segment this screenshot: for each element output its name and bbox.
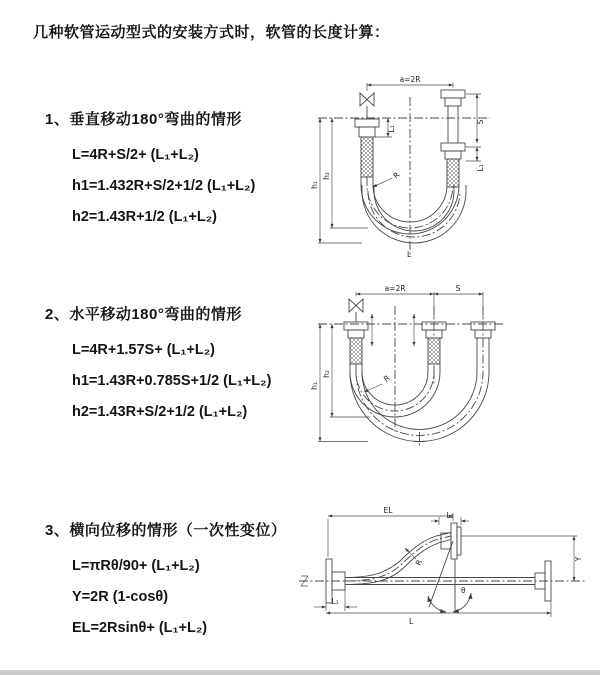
dim-label-h2: h₂ (322, 370, 331, 378)
dimension-l2 (431, 511, 469, 525)
dimension-s (434, 284, 483, 294)
dimension-l (326, 601, 551, 626)
formula: EL=2Rsinθ+ (L₁+L₂) (72, 620, 208, 636)
section-2-heading: 2、水平移动180°弯曲的情形 (45, 306, 242, 323)
hose-u-bend (350, 338, 489, 442)
formula: h1=1.43R+0.785S+1/2 (L₁+L₂) (72, 373, 272, 389)
dim-label-h1: h₁ (310, 382, 319, 390)
dim-label-radius: R (391, 170, 402, 181)
formula: h1=1.432R+S/2+1/2 (L₁+L₂) (72, 178, 256, 194)
formula: L=4R+1.57S+ (L₁+L₂) (72, 342, 215, 358)
dim-label-a2r: a=2R (399, 75, 421, 84)
section-1-heading: 1、垂直移动180°弯曲的情形 (45, 111, 242, 128)
dim-label-h2: h₂ (322, 172, 331, 180)
section-1-formulas (72, 140, 255, 233)
section-3-formulas (72, 551, 286, 644)
braided-hose-section (428, 338, 440, 364)
angle-construction (428, 541, 471, 612)
dim-label-radius: R (381, 373, 392, 384)
dimension-a2r (367, 75, 453, 91)
scan-edge-strip (0, 670, 600, 675)
section-2-formulas (72, 335, 271, 428)
formula: h2=1.43R+1/2 (L₁+L₂) (72, 209, 218, 225)
dim-label-l1: L₁ (331, 597, 339, 606)
section-3 (45, 519, 286, 644)
dim-label-l1: L₁ (387, 125, 396, 133)
braided-hose-section (350, 338, 362, 364)
dim-label-l1: L₁ (476, 164, 485, 172)
dim-label-s: S (476, 119, 485, 125)
dimension-l1-ticks (372, 314, 414, 346)
dim-label-h1: h₁ (310, 181, 319, 189)
valve-icon (360, 93, 374, 118)
dimension-el (328, 506, 453, 557)
centerlines (318, 306, 504, 448)
formula: Y=2R (1-cosθ) (72, 589, 169, 605)
dimension-a2r (356, 284, 483, 319)
formula: L=4R+S/2+ (L₁+L₂) (72, 147, 199, 163)
dim-label-radius: R (413, 558, 425, 567)
valve-icon (349, 299, 363, 322)
radius-callout (373, 170, 401, 187)
centerlines (318, 97, 490, 255)
hose-fitting-right (441, 90, 465, 187)
braided-hose-section (447, 159, 459, 187)
braided-hose-section (361, 137, 373, 177)
section-3-heading: 3、横向位移的情形（一次性变位） (45, 522, 287, 539)
dim-label-a2r: a=2R (384, 284, 406, 293)
hose-fitting-left (355, 119, 379, 177)
section-1 (45, 108, 255, 233)
dimension-h1 (310, 118, 362, 243)
page-title: 几种软管运动型式的安装方式时，软管的长度计算： (33, 24, 390, 41)
radius-callout (364, 373, 391, 392)
section-2 (45, 303, 271, 428)
dim-label-y: Y (574, 556, 583, 562)
dimension-s (466, 94, 485, 161)
dimension-l1-left (375, 118, 396, 137)
dim-label-length: L (409, 617, 414, 626)
hose-fitting-left (344, 322, 368, 364)
dim-label-s: S (455, 284, 461, 293)
dim-label-length: L (407, 250, 412, 259)
dim-label-l2: L₂ (446, 511, 454, 520)
dimension-l1 (314, 587, 357, 611)
centerlines (299, 536, 585, 581)
dim-label-el: EL (383, 506, 393, 515)
diagram-horizontal-180-bend (310, 284, 592, 456)
diagram-lateral-displacement (293, 501, 595, 643)
formula: h2=1.43R+S/2+1/2 (L₁+L₂) (72, 404, 248, 420)
dim-label-theta: θ (461, 586, 466, 595)
dimension-l1-right (476, 147, 485, 172)
formula: L=πRθ/90+ (L₁+L₂) (72, 558, 200, 574)
dimension-y (461, 536, 583, 581)
diagram-vertical-180-bend (310, 73, 592, 260)
